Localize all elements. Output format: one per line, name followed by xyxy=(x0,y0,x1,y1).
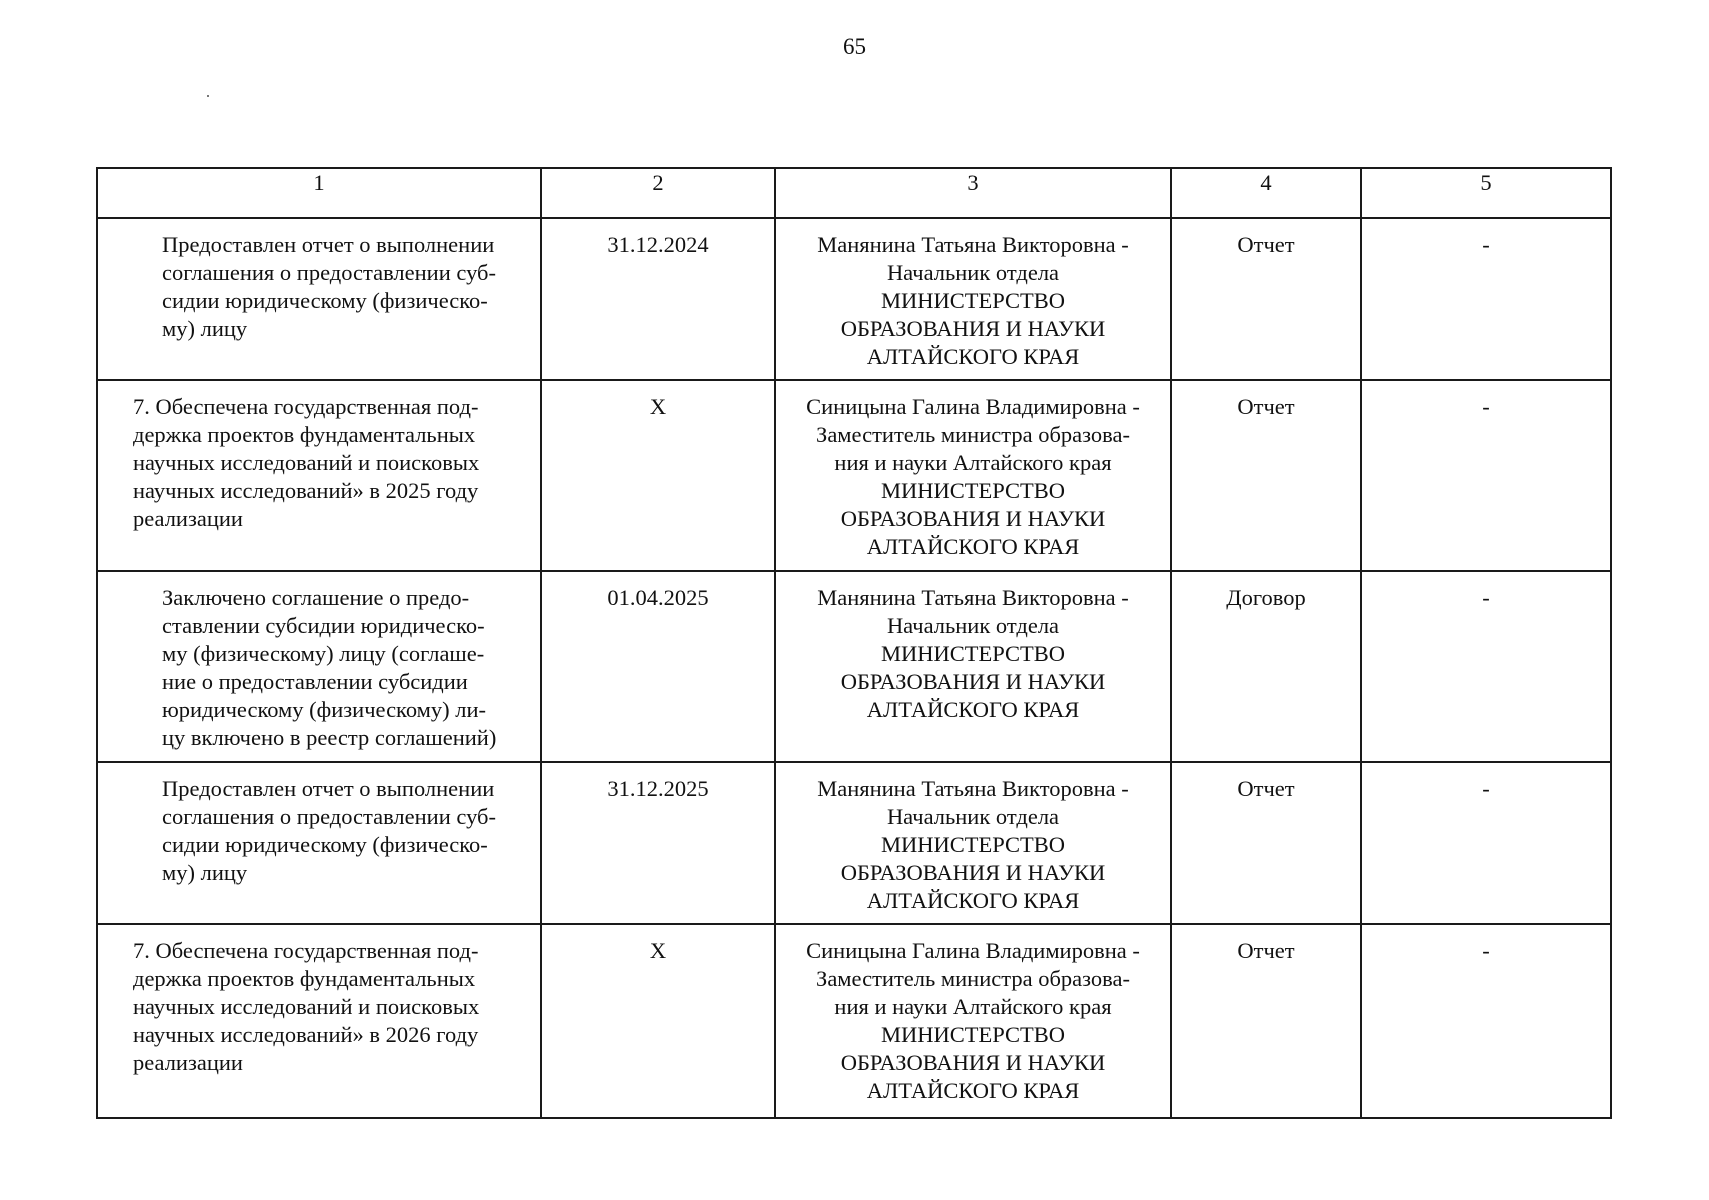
description-cell xyxy=(97,571,541,762)
table-row xyxy=(97,571,1611,762)
note-text: - xyxy=(1482,232,1490,257)
table-header-row xyxy=(97,168,1611,218)
responsible-cell xyxy=(775,762,1171,924)
description-cell xyxy=(97,762,541,924)
column-header-2: 2 xyxy=(541,168,775,218)
description-text: 7. Обеспечена государственная под- держка проектов фундаментальных научных исследований и поисковых научных исследований» в 2025 году реализации xyxy=(133,394,480,531)
responsible-text: Синицына Галина Владимировна - Заместитель министра образова- ния и науки Алтайского края МИНИСТЕРСТВО ОБРАЗОВАНИЯ И НАУКИ АЛТАЙСКОГО КРАЯ xyxy=(806,394,1140,559)
document-text: Отчет xyxy=(1237,232,1295,257)
date-cell xyxy=(541,924,775,1118)
date-text: 31.12.2024 xyxy=(607,232,709,257)
note-text: - xyxy=(1482,585,1490,610)
column-header-3: 3 xyxy=(775,168,1171,218)
document-text: Отчет xyxy=(1237,394,1295,419)
document-cell xyxy=(1171,218,1361,380)
document-cell xyxy=(1171,762,1361,924)
responsible-cell xyxy=(775,218,1171,380)
note-text: - xyxy=(1482,776,1490,801)
note-text: - xyxy=(1482,394,1490,419)
table-row xyxy=(97,380,1611,571)
responsible-cell xyxy=(775,924,1171,1118)
description-cell xyxy=(97,218,541,380)
responsible-text: Манянина Татьяна Викторовна - Начальник отдела МИНИСТЕРСТВО ОБРАЗОВАНИЯ И НАУКИ АЛТАЙСКОГО КРАЯ xyxy=(817,232,1129,369)
responsible-text: Манянина Татьяна Викторовна - Начальник отдела МИНИСТЕРСТВО ОБРАЗОВАНИЯ И НАУКИ АЛТАЙСКОГО КРАЯ xyxy=(817,776,1129,913)
date-text: X xyxy=(649,394,667,419)
document-cell xyxy=(1171,924,1361,1118)
table-row xyxy=(97,924,1611,1118)
note-cell xyxy=(1361,380,1611,571)
page-number: 65 xyxy=(843,34,866,59)
document-cell xyxy=(1171,380,1361,571)
scan-speck xyxy=(207,95,209,97)
document-text: Отчет xyxy=(1237,776,1295,801)
column-header-1: 1 xyxy=(97,168,541,218)
date-cell xyxy=(541,218,775,380)
description-text: 7. Обеспечена государственная под- держка проектов фундаментальных научных исследований и поисковых научных исследований» в 2026 году реализации xyxy=(133,938,480,1075)
responsible-text: Синицына Галина Владимировна - Заместитель министра образова- ния и науки Алтайского края МИНИСТЕРСТВО ОБРАЗОВАНИЯ И НАУКИ АЛТАЙСКОГО КРАЯ xyxy=(806,938,1140,1103)
document-cell xyxy=(1171,571,1361,762)
date-text: 01.04.2025 xyxy=(607,585,709,610)
column-header-5: 5 xyxy=(1361,168,1611,218)
note-cell xyxy=(1361,571,1611,762)
note-text: - xyxy=(1482,938,1490,963)
description-cell xyxy=(97,380,541,571)
date-text: X xyxy=(649,938,667,963)
table-row xyxy=(97,762,1611,924)
date-cell xyxy=(541,762,775,924)
description-cell xyxy=(97,924,541,1118)
date-text: 31.12.2025 xyxy=(607,776,709,801)
column-header-4: 4 xyxy=(1171,168,1361,218)
plan-table xyxy=(96,167,1612,1119)
description-text: Заключено соглашение о предо- ставлении субсидии юридическо- му (физическому) лицу (соглаше- ние о предоставлении субсидии юридическому (физическому) ли- цу включено в реестр соглашений) xyxy=(162,585,497,750)
date-cell xyxy=(541,571,775,762)
description-text: Предоставлен отчет о выполнении соглашения о предоставлении суб- сидии юридическому (физическо- му) лицу xyxy=(162,232,496,341)
document-text: Договор xyxy=(1226,585,1306,610)
table-row xyxy=(97,218,1611,380)
note-cell xyxy=(1361,762,1611,924)
date-cell xyxy=(541,380,775,571)
responsible-text: Манянина Татьяна Викторовна - Начальник отдела МИНИСТЕРСТВО ОБРАЗОВАНИЯ И НАУКИ АЛТАЙСКОГО КРАЯ xyxy=(817,585,1129,722)
description-text: Предоставлен отчет о выполнении соглашения о предоставлении суб- сидии юридическому (физическо- му) лицу xyxy=(162,776,496,885)
note-cell xyxy=(1361,924,1611,1118)
responsible-cell xyxy=(775,571,1171,762)
responsible-cell xyxy=(775,380,1171,571)
document-text: Отчет xyxy=(1237,938,1295,963)
note-cell xyxy=(1361,218,1611,380)
